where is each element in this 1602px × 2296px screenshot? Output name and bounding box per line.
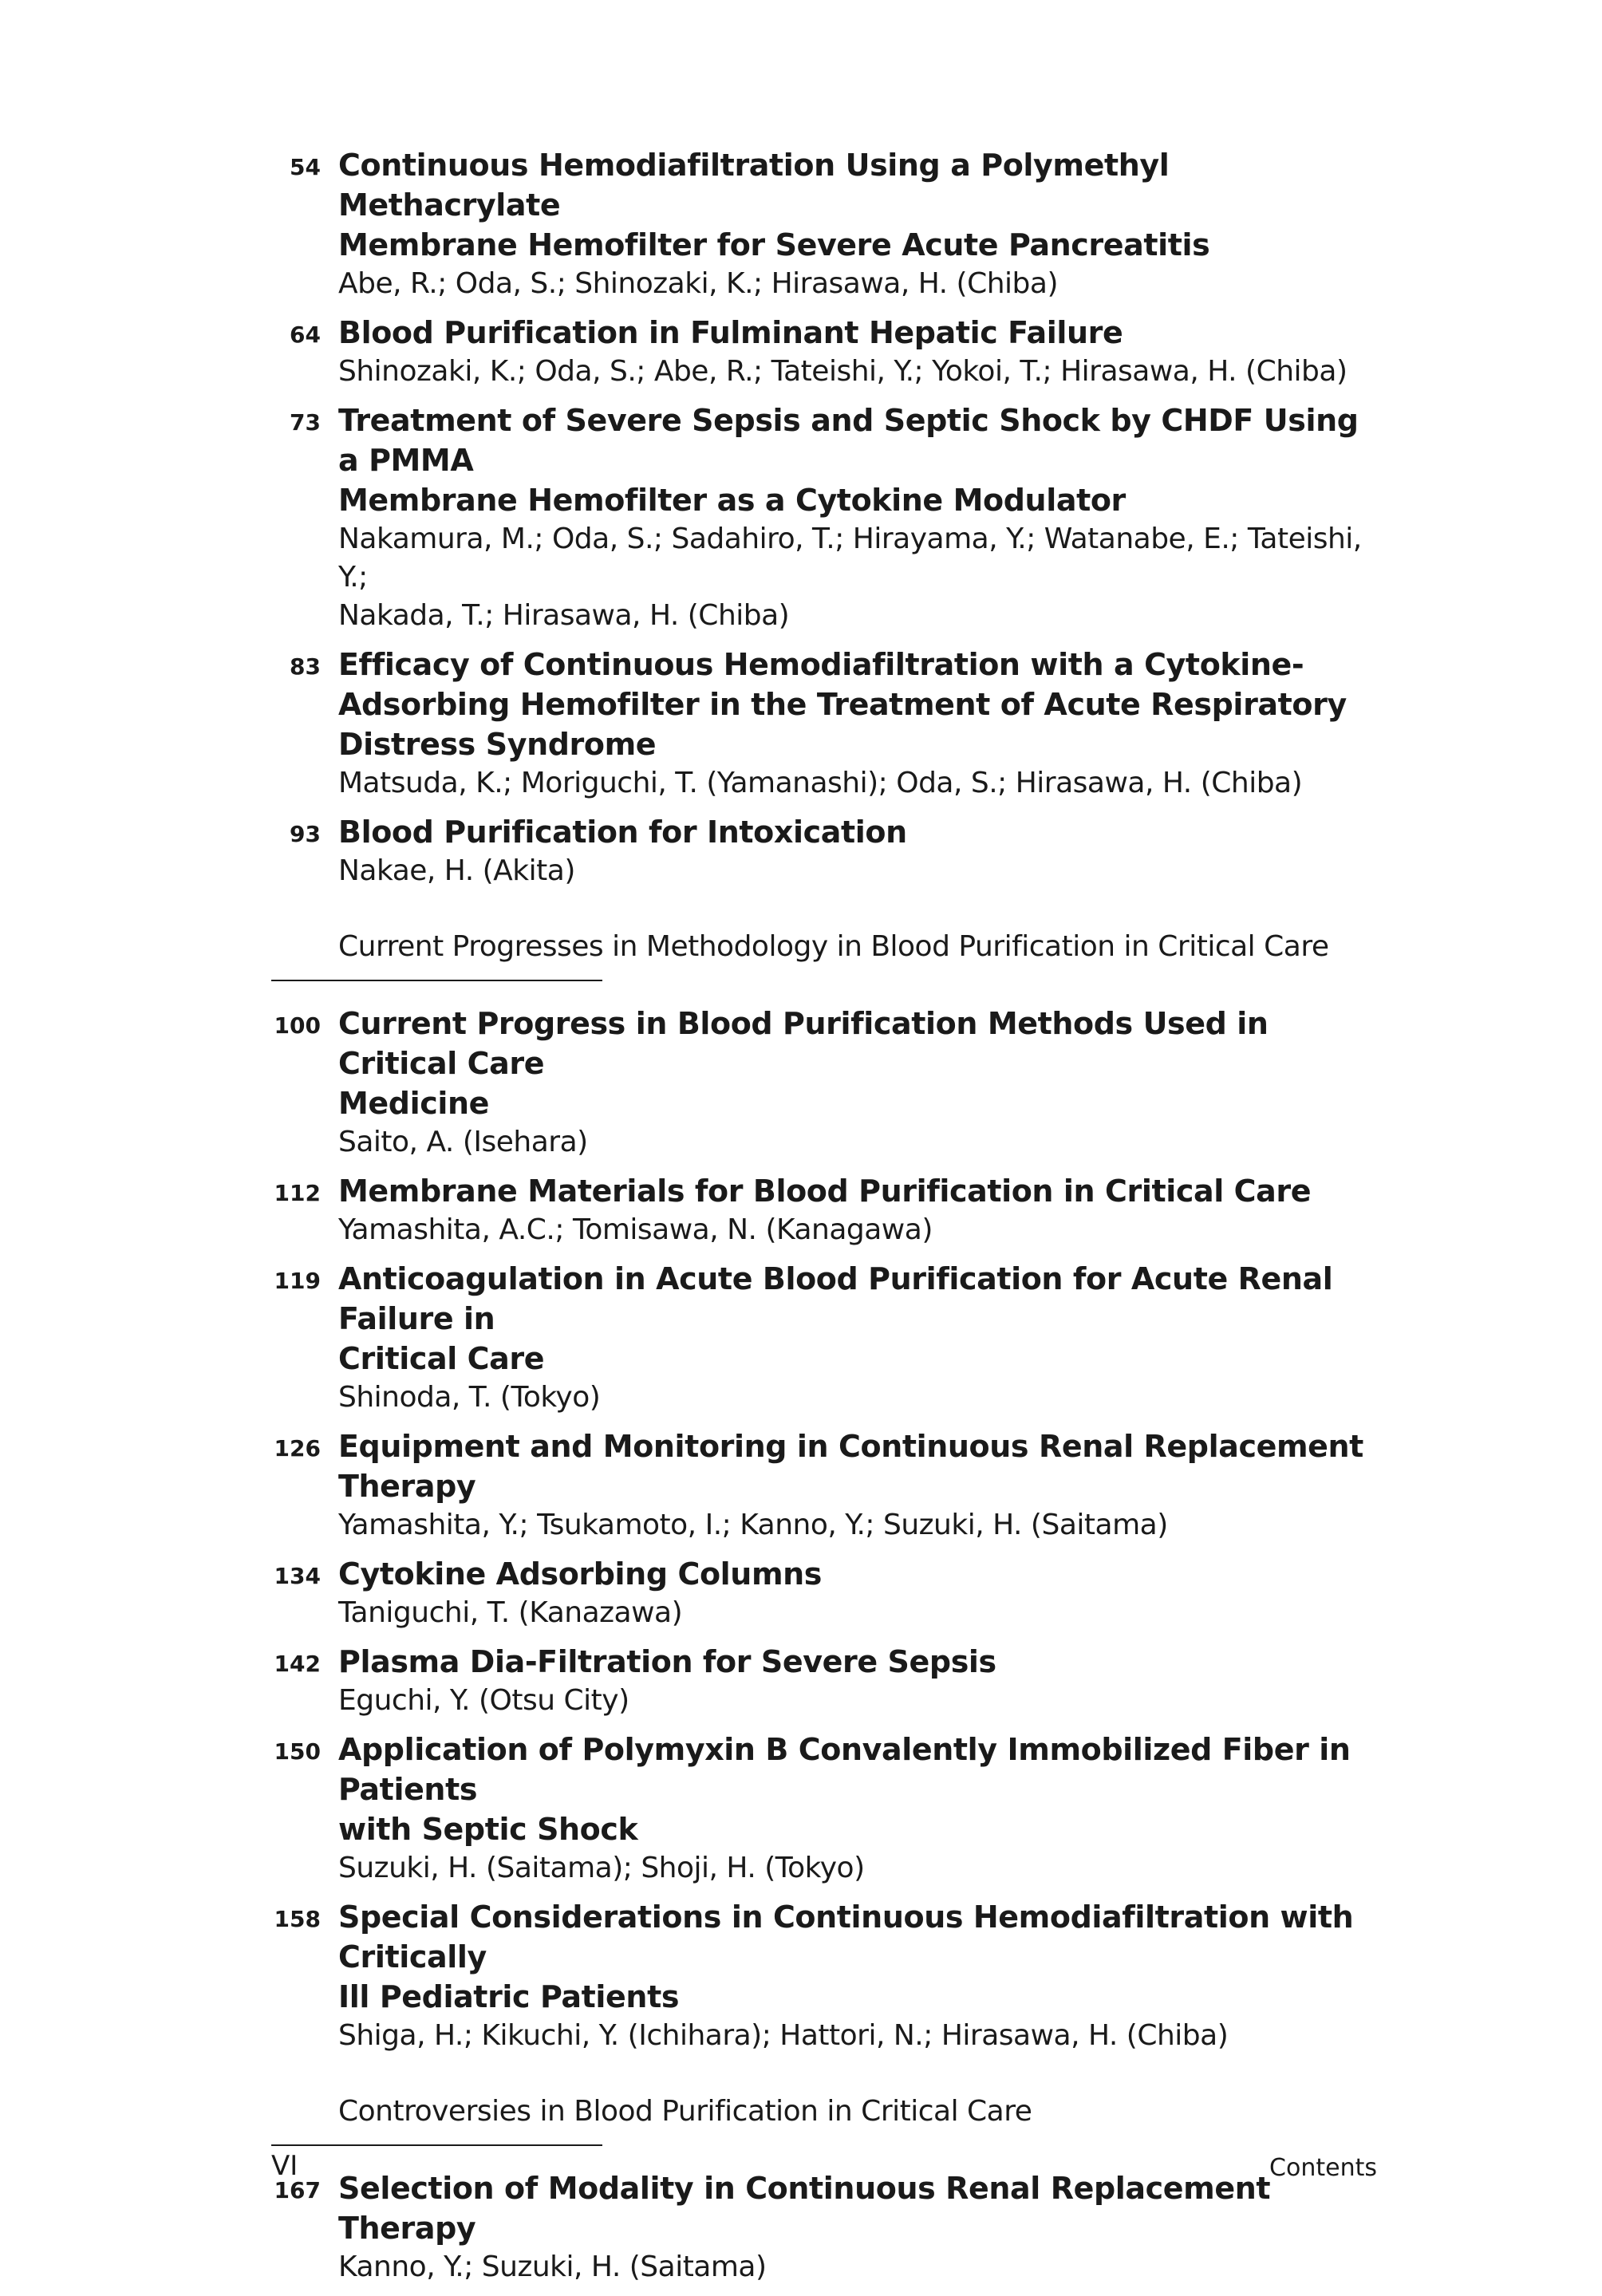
toc-entry [271,812,1388,890]
toc-entry-authors: Matsuda, K.; Moriguchi, T. (Yamanashi); Oda, S.; Hirasawa, H. (Chiba) [338,767,1303,799]
toc-page-number: 167 [274,2177,321,2203]
toc-group-1 [271,145,1388,890]
toc-entry-authors: Nakamura, M.; Oda, S.; Sadahiro, T.; Hirayama, Y.; Watanabe, E.; Tateishi, Y.; [338,523,1362,594]
toc-entry-title: Ill Pediatric Patients [338,1979,680,2014]
section-rule [271,980,602,981]
toc-page-number: 150 [274,1738,321,1765]
toc-entry-authors: Saito, A. (Isehara) [338,1126,588,1158]
toc-entry-title: Treatment of Severe Sepsis and Septic Shock by CHDF Using a PMMA [338,403,1359,478]
toc-entry [271,1171,1388,1249]
toc-entry [271,1554,1388,1632]
toc-entry-title: Selection of Modality in Continuous Renal Replacement Therapy [338,2171,1271,2246]
toc-entry-title: Application of Polymyxin B Convalently Immobilized Fiber in Patients [338,1732,1351,1807]
toc-page-number: 126 [274,1435,321,1462]
toc-entry-authors: Abe, R.; Oda, S.; Shinozaki, K.; Hirasawa, H. (Chiba) [338,267,1059,300]
toc-entry-title: Blood Purification in Fulminant Hepatic Failure [338,315,1123,350]
toc-page-number: 83 [290,653,321,680]
toc-page-number: 119 [274,1268,321,1294]
toc-entry-title: Distress Syndrome [338,727,657,762]
toc-group-3 [271,2168,1388,2286]
toc-entry-title: with Septic Shock [338,1812,638,1847]
toc-page-number: 158 [274,1906,321,1932]
toc-entry-authors: Shinoda, T. (Tokyo) [338,1381,601,1414]
page-number: VI [271,2150,298,2182]
toc-entry [271,1259,1388,1417]
toc-page-number: 134 [274,1563,321,1589]
toc-entry [271,1730,1388,1888]
toc-entry-title: Membrane Hemofilter for Severe Acute Pancreatitis [338,227,1210,262]
toc-entry-title: Membrane Materials for Blood Purification in Critical Care [338,1174,1312,1209]
toc-entry-authors: Yamashita, A.C.; Tomisawa, N. (Kanagawa) [338,1213,933,1246]
toc-entry-authors: Shiga, H.; Kikuchi, Y. (Ichihara); Hattori, N.; Hirasawa, H. (Chiba) [338,2019,1229,2052]
toc-entry-title: Therapy [338,1469,476,1504]
section-title: Current Progresses in Methodology in Blood Purification in Critical Care [338,930,1329,963]
toc-entry [271,645,1388,803]
section-title: Controversies in Blood Purification in Critical Care [338,2095,1032,2128]
toc-page-number: 93 [290,821,321,847]
toc-entry-title: Blood Purification for Intoxication [338,815,907,850]
toc-entry-authors: Eguchi, Y. (Otsu City) [338,1684,629,1717]
section-heading [271,2092,1388,2146]
toc-page-number: 142 [274,1651,321,1677]
toc-entry-title: Anticoagulation in Acute Blood Purification for Acute Renal Failure in [338,1261,1333,1336]
toc-entry-authors: Kanno, Y.; Suzuki, H. (Saitama) [338,2251,767,2283]
toc-entry-authors: Nakada, T.; Hirasawa, H. (Chiba) [338,599,790,632]
toc-page-number: 64 [290,322,321,348]
toc-entry [271,1897,1388,2055]
toc-entry [271,1004,1388,1162]
toc-entry-title: Special Considerations in Continuous Hemodiafiltration with Critically [338,1900,1354,1974]
toc-entry-title: Continuous Hemodiafiltration Using a Polymethyl Methacrylate [338,148,1170,223]
toc-page-number: 54 [290,154,321,180]
toc-entry-title: Adsorbing Hemofilter in the Treatment of Acute Respiratory [338,687,1347,722]
running-head: Contents [1269,2154,1377,2182]
toc-entry-title: Equipment and Monitoring in Continuous Renal Replacement [338,1429,1363,1464]
toc-entry-title: Efficacy of Continuous Hemodiafiltration with a Cytokine- [338,647,1304,682]
toc-page-number: 73 [290,409,321,436]
toc-entry-authors: Shinozaki, K.; Oda, S.; Abe, R.; Tateishi, Y.; Yokoi, T.; Hirasawa, H. (Chiba) [338,355,1347,388]
toc-entry-title: Plasma Dia-Filtration for Severe Sepsis [338,1644,996,1679]
toc-entry [271,313,1388,391]
toc-entry-authors: Suzuki, H. (Saitama); Shoji, H. (Tokyo) [338,1852,865,1884]
toc-entry [271,400,1388,635]
toc-page-number: 100 [274,1012,321,1039]
table-of-contents [271,145,1388,2296]
toc-entry-authors: Taniguchi, T. (Kanazawa) [338,1596,683,1629]
toc-entry-title: Medicine [338,1086,489,1121]
section-rule [271,2144,602,2146]
toc-entry-title: Critical Care [338,1341,545,1376]
toc-entry-authors: Nakae, H. (Akita) [338,854,575,887]
toc-entry [271,1426,1388,1544]
toc-entry [271,145,1388,303]
toc-entry-title: Membrane Hemofilter as a Cytokine Modulator [338,483,1126,518]
toc-entry-title: Cytokine Adsorbing Columns [338,1556,823,1592]
toc-entry [271,1642,1388,1720]
toc-group-2 [271,1004,1388,2055]
toc-page-number: 112 [274,1180,321,1206]
toc-entry-title: Current Progress in Blood Purification Methods Used in Critical Care [338,1006,1269,1081]
toc-entry [271,2168,1388,2286]
section-heading [271,927,1388,981]
toc-entry-authors: Yamashita, Y.; Tsukamoto, I.; Kanno, Y.; Suzuki, H. (Saitama) [338,1509,1168,1541]
